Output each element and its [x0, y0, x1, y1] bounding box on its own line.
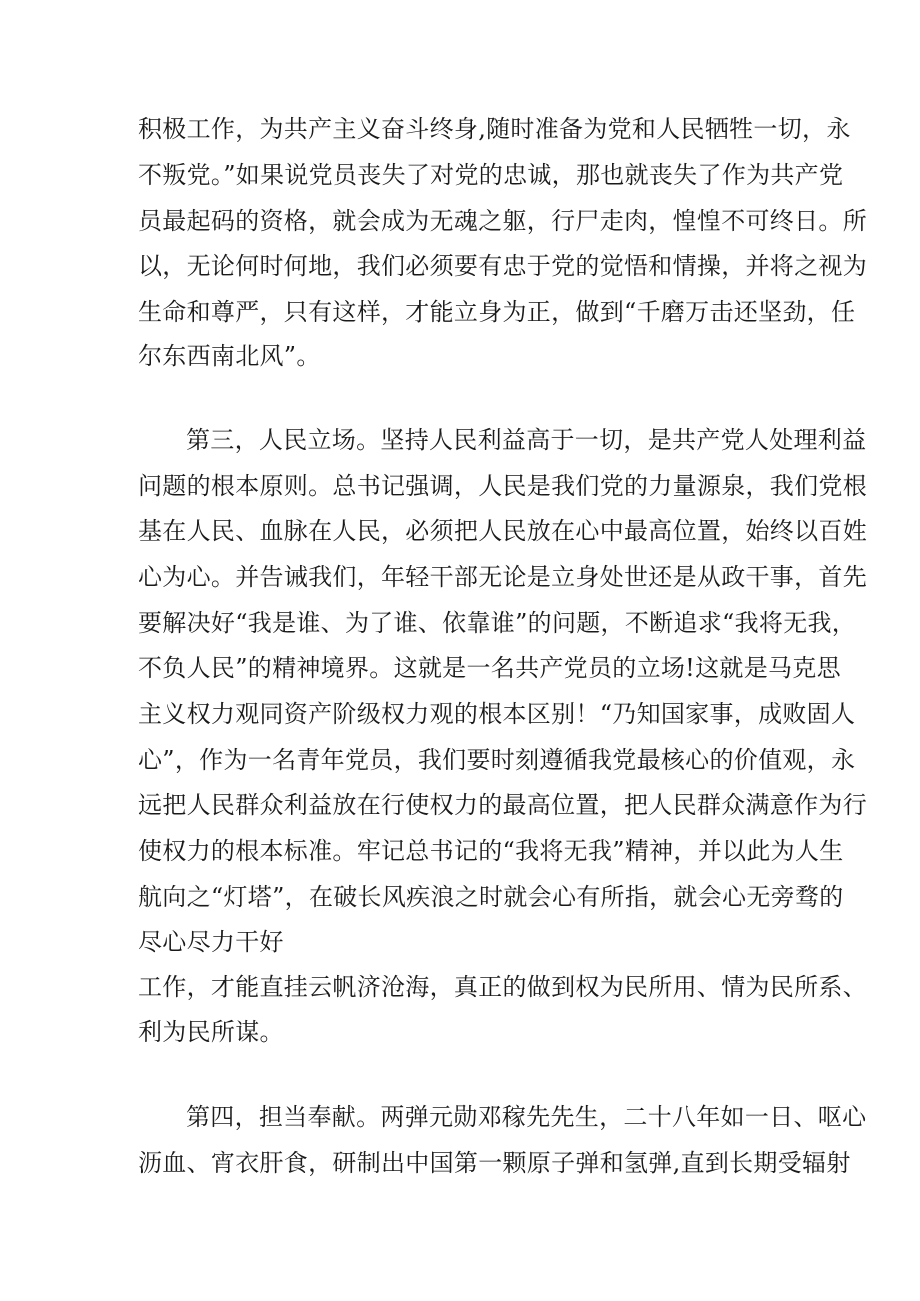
text-line: 员最起码的资格，就会成为无魂之躯，行尸走肉，惶惶不可终日。所	[138, 207, 867, 235]
text-line: 主义权力观同资产阶级权力观的根本区别！“乃知国家事，成败固人	[138, 700, 856, 728]
text-line: 不负人民”的精神境界。这就是一名共产党员的立场!这就是马克思	[138, 654, 841, 682]
text-line: 航向之“灯塔”，在破长风疾浪之时就会心有所指，就会心无旁骛的	[138, 883, 844, 911]
text-line: 基在人民、血脉在人民，必须把人民放在心中最高位置，始终以百姓	[138, 517, 867, 545]
paragraph-start-line: 第三，人民立场。坚持人民利益高于一切，是共产党人处理利益	[186, 426, 867, 454]
text-line: 工作，才能直挂云帆济沧海，真正的做到权为民所用、情为民所系、	[138, 973, 867, 1001]
text-line: 以，无论何时何地，我们必须要有忠于党的觉悟和情操，并将之视为	[138, 252, 867, 280]
text-line: 尔东西南北风”。	[138, 342, 321, 370]
text-line: 远把人民群众利益放在行使权力的最高位置，把人民群众满意作为行	[138, 791, 867, 819]
text-line: 尽心尽力干好	[138, 928, 284, 956]
text-line: 要解决好“我是谁、为了谁、依靠谁”的问题，不断追求“我将无我，	[138, 609, 857, 637]
text-line: 问题的根本原则。总书记强调，人民是我们党的力量源泉，我们党根	[138, 472, 867, 500]
text-line: 心为心。并告诫我们，年轻干部无论是立身处世还是从政干事，首先	[138, 563, 867, 591]
text-line: 利为民所谋。	[138, 1018, 284, 1046]
text-line: 不叛党。”如果说党员丧失了对党的忠诚，那也就丧失了作为共产党	[138, 161, 844, 189]
text-line: 积极工作，为共产主义奋斗终身,随时准备为党和人民牺牲一切，永	[138, 115, 851, 143]
text-line: 沥血、宵衣肝食，研制出中国第一颗原子弹和氢弹,直到长期受辐射	[138, 1149, 851, 1177]
text-line: 使权力的根本标准。牢记总书记的“我将无我”精神，并以此为人生	[138, 837, 844, 865]
text-line: 心”，作为一名青年党员，我们要时刻遵循我党最核心的价值观，永	[138, 746, 856, 774]
text-line: 生命和尊严，只有这样，才能立身为正，做到“千磨万击还坚劲，任	[138, 298, 856, 326]
paragraph-start-line: 第四，担当奉献。两弹元勋邓稼先先生，二十八年如一日、呕心	[186, 1103, 867, 1131]
